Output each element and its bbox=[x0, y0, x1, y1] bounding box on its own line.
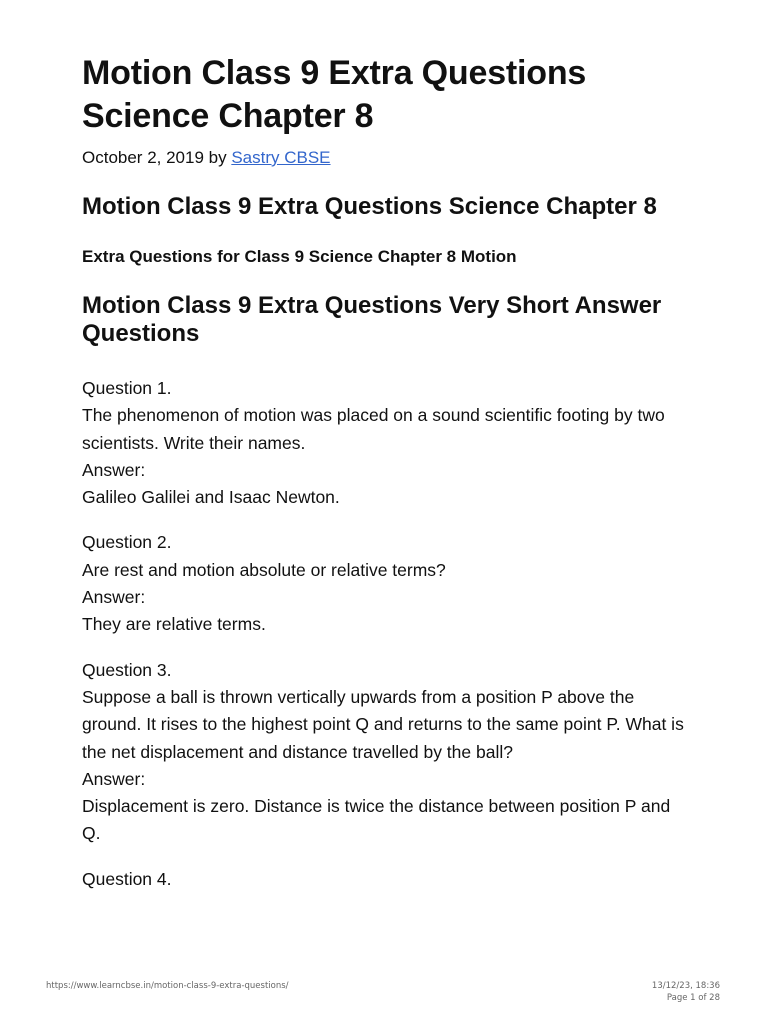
question-item bbox=[82, 529, 692, 638]
footer-meta bbox=[652, 980, 720, 1004]
footer-url: https://www.learncbse.in/motion-class-9-extra-questions/ bbox=[46, 981, 289, 991]
questions-heading: Motion Class 9 Extra Questions Very Short Answer Questions bbox=[82, 292, 662, 347]
question-text: Are rest and motion absolute or relative terms? bbox=[82, 559, 446, 580]
question-label: Question 1. bbox=[82, 378, 172, 398]
question-text: The phenomenon of motion was placed on a sound scientific footing by two scientists. Write their names. bbox=[82, 405, 665, 453]
question-label: Question 4. bbox=[82, 868, 172, 889]
question-item bbox=[82, 375, 692, 511]
question-text: Suppose a ball is thrown vertically upwards from a position P above the ground. It rises to the highest point Q and returns to the same point P. What is the net displacement and distance travelled by the ball? bbox=[82, 686, 684, 762]
answer-text: Displacement is zero. Distance is twice the distance between position P and Q. bbox=[82, 796, 671, 844]
question-item bbox=[82, 657, 692, 848]
author-link[interactable]: Sastry CBSE bbox=[231, 148, 331, 167]
section-heading: Motion Class 9 Extra Questions Science Chapter 8 bbox=[82, 193, 657, 220]
page-title-line2: Science Chapter 8 bbox=[82, 97, 374, 135]
article bbox=[82, 52, 692, 911]
answer-text: Galileo Galilei and Isaac Newton. bbox=[82, 487, 340, 508]
answer-label: Answer: bbox=[82, 587, 146, 608]
footer-datetime: 13/12/23, 18:36 bbox=[651, 981, 720, 991]
answer-label: Answer: bbox=[82, 768, 146, 789]
page-title-line1: Motion Class 9 Extra Questions bbox=[82, 54, 587, 92]
page-title bbox=[82, 52, 692, 138]
byline bbox=[82, 147, 692, 169]
post-date: October 2, 2019 by bbox=[82, 148, 232, 167]
answer-text: They are relative terms. bbox=[82, 614, 266, 635]
footer-page-number: Page 1 of 28 bbox=[666, 993, 720, 1003]
question-list bbox=[82, 375, 692, 893]
question-label: Question 2. bbox=[82, 532, 172, 553]
section-subheading: Extra Questions for Class 9 Science Chapter 8 Motion bbox=[82, 247, 517, 266]
question-item bbox=[82, 866, 692, 893]
answer-label: Answer: bbox=[82, 459, 146, 480]
question-label: Question 3. bbox=[82, 659, 172, 680]
